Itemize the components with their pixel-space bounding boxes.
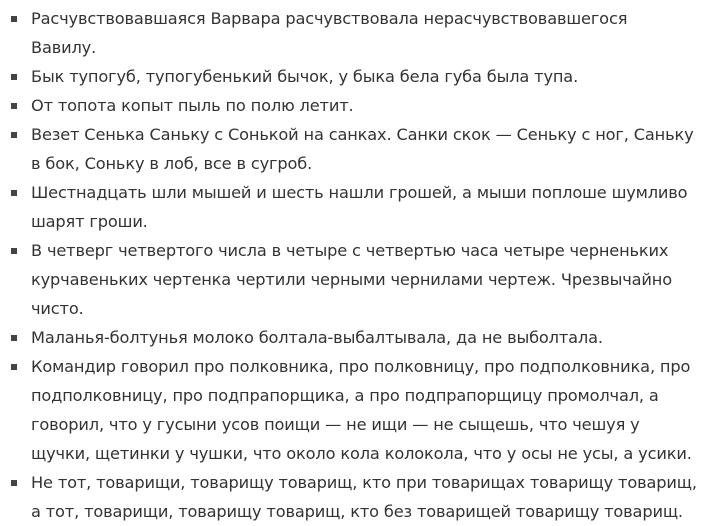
square-bullet-icon	[11, 335, 17, 341]
list-item-text: Бык тупогуб, тупогубенький бычок, у быка бела губа была тупа.	[31, 67, 579, 86]
list-item-text: Не тот, товарищи, товарищу товарищ, кто при товарищах товарищу товарищ, а тот, товарищи, товарищу товарищ, кто без товарищей товарищу товарищ.	[31, 473, 697, 521]
list-item	[0, 236, 701, 323]
list-item	[0, 468, 701, 526]
square-bullet-icon	[11, 74, 17, 80]
list-item	[0, 62, 701, 91]
square-bullet-icon	[11, 16, 17, 22]
list-item-text: Командир говорил про полковника, про полковницу, про подполковника, про подполковницу, про подпрапорщика, а про подпрапорщицу промолчал, а говорил, что у гусыни усов поищи — не ищи — не сыщешь, что чешуя у щучки, щетинки у чушки, что около кола колокола, что у осы не усы, а усики.	[31, 357, 692, 463]
list-item-text: Везет Сенька Саньку с Сонькой на санках. Санки скок — Сеньку с ног, Саньку в бок, Соньку в лоб, все в сугроб.	[31, 125, 694, 173]
list-item-text: Шестнадцать шли мышей и шесть нашли грошей, а мыши поплоше шумливо шарят гроши.	[31, 183, 688, 231]
square-bullet-icon	[11, 480, 17, 486]
list-item	[0, 120, 701, 178]
square-bullet-icon	[11, 190, 17, 196]
square-bullet-icon	[11, 132, 17, 138]
list-item	[0, 178, 701, 236]
square-bullet-icon	[11, 364, 17, 370]
list-item-text: В четверг четвертого числа в четыре с четвертью часа четыре черненьких курчавеньких чертенка чертили черными чернилами чертеж. Чрезвычайно чисто.	[31, 241, 672, 318]
list-item-text: От топота копыт пыль по полю летит.	[31, 96, 354, 115]
list-item	[0, 91, 701, 120]
list-item-text: Маланья-болтунья молоко болтала-выбалтывала, да не выболтала.	[31, 328, 603, 347]
square-bullet-icon	[11, 248, 17, 254]
list-item	[0, 323, 701, 352]
list-item-text: Расчувствовавшаяся Варвара расчувствовала нерасчувствовавшегося Вавилу.	[31, 9, 628, 57]
list-item	[0, 352, 701, 468]
square-bullet-icon	[11, 103, 17, 109]
list-item	[0, 4, 701, 62]
